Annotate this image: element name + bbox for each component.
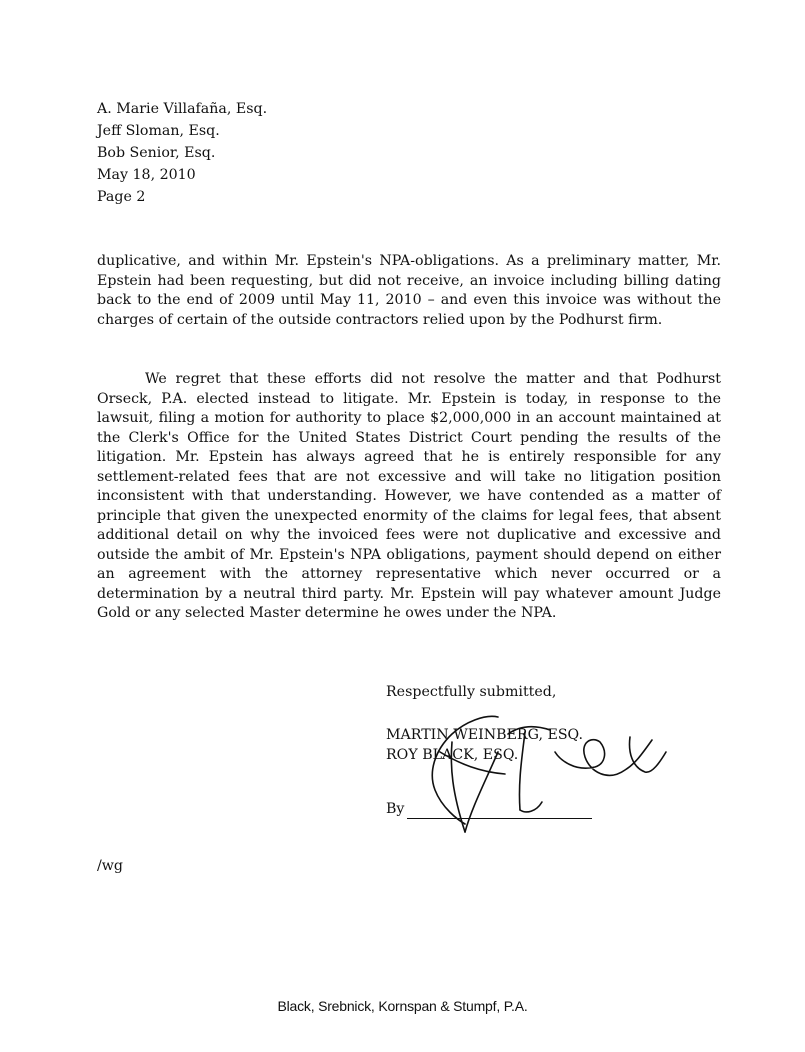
letter-date: May 18, 2010 xyxy=(97,167,196,183)
signatory-name: ROY BLACK, ESQ. xyxy=(386,747,519,763)
recipient-name: Jeff Sloman, Esq. xyxy=(97,123,220,139)
page-number: Page 2 xyxy=(97,189,146,205)
recipient-name: Bob Senior, Esq. xyxy=(97,145,216,161)
body-paragraph: We regret that these efforts did not resolve the matter and that Podhurst Orseck, P.A. elected instead to litigate. Mr. Epstein is today, in response to the lawsuit, filing a motion for authority to place $2,000,000 in an account maintained at the Clerk's Office for the United States District Court pending the results of the litigation. Mr. Epstein has always agreed that he is entirely responsible for any settlement-related fees that are not excessive and will take no litigation position inconsistent with that understanding. However, we have contended as a matter of principle that given the unexpected enormity of the claims for legal fees, that absent additional detail on why the invoiced fees were not duplicative and excessive and outside the ambit of Mr. Epstein's NPA obligations, payment should depend on either an agreement with the attorney representative which never occurred or a determination by a neutral third party. Mr. Epstein will pay whatever amount Judge Gold or any selected Master determine he owes under the NPA. xyxy=(97,371,721,621)
firm-footer: Black, Srebnick, Kornspan & Stumpf, P.A. xyxy=(277,998,528,1014)
handwritten-signature xyxy=(380,712,670,842)
typist-initials: /wg xyxy=(97,858,124,874)
recipient-block xyxy=(97,98,267,208)
closing-line: Respectfully submitted, xyxy=(386,684,557,700)
body-paragraph: duplicative, and within Mr. Epstein's NPA-obligations. As a preliminary matter, Mr. Epstein had been requesting, but did not receive, an invoice including billing dating back to the end of 2009 until May 11, 2010 – and even this invoice was without the charges of certain of the outside contractors relied upon by the Podhurst firm. xyxy=(97,253,721,328)
recipient-name: A. Marie Villafaña, Esq. xyxy=(97,101,268,117)
signatory-name: MARTIN WEINBERG, ESQ. xyxy=(386,727,583,743)
by-label: By xyxy=(386,801,405,817)
